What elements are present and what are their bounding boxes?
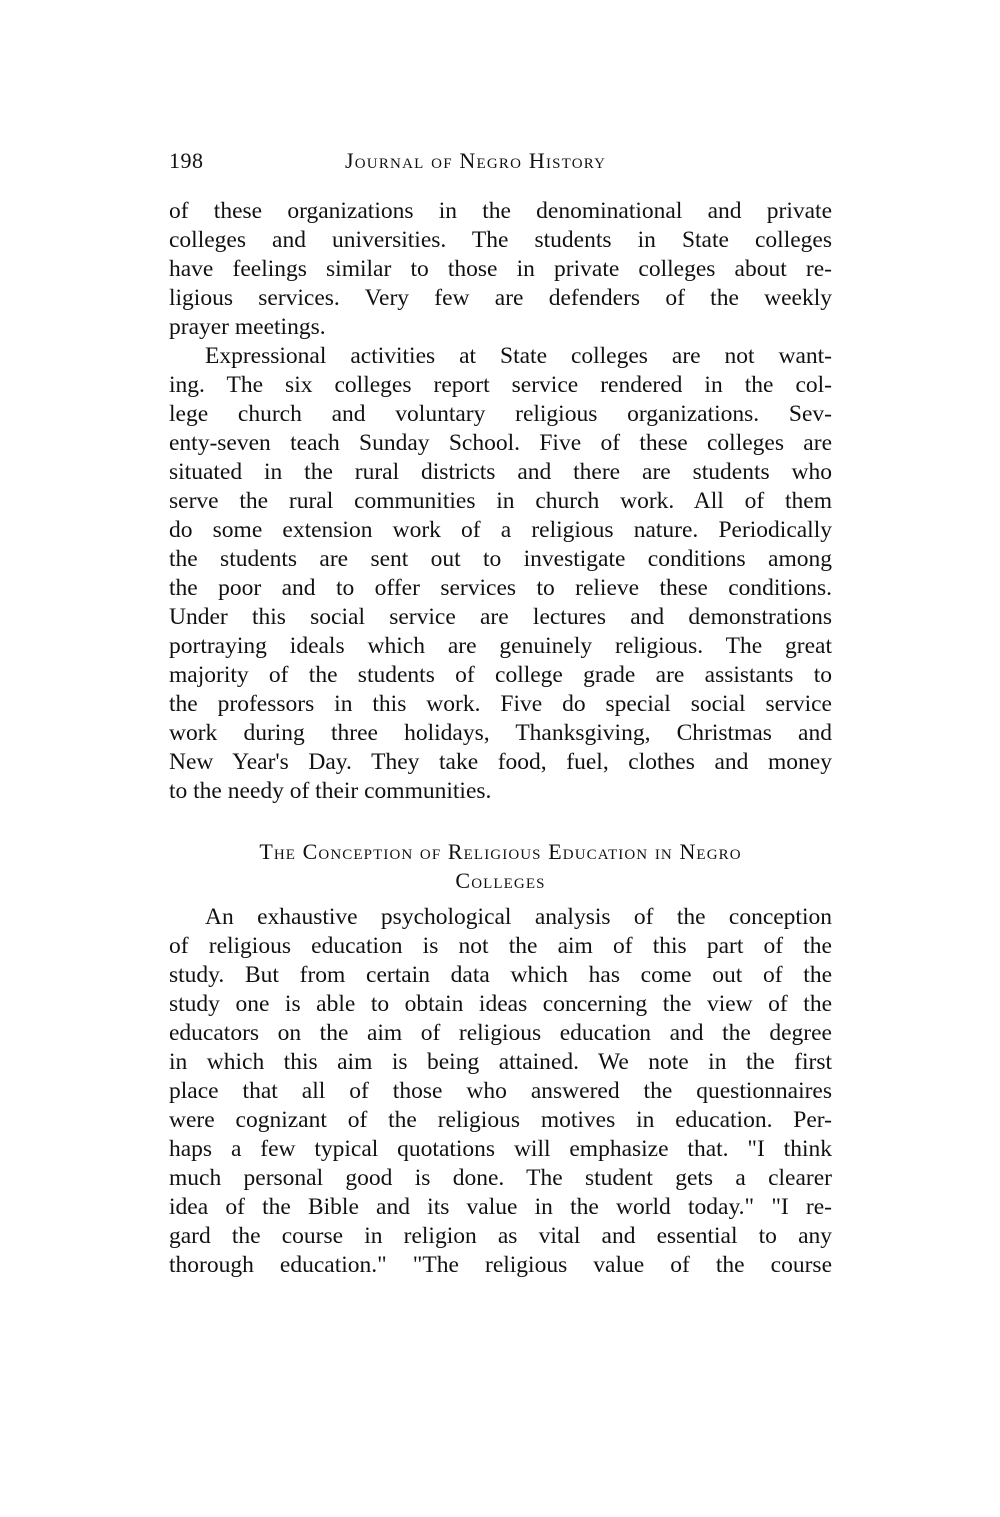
text-line: serve the rural communities in church work. All of them [169, 488, 832, 514]
text-line: much personal good is done. The student gets a clearer [169, 1165, 832, 1191]
text-line: idea of the Bible and its value in the world today." "I re- [169, 1194, 832, 1220]
text-line: gard the course in religion as vital and essential to any [169, 1223, 832, 1249]
text-line: New Year's Day. They take food, fuel, clothes and money [169, 749, 832, 775]
page-number: 198 [169, 148, 204, 173]
text-line: the professors in this work. Five do special social service [169, 691, 832, 717]
text-line: educators on the aim of religious education and the degree [169, 1020, 832, 1046]
text-line: Under this social service are lectures and demonstrations [169, 604, 832, 630]
text-line: situated in the rural districts and there are students who [169, 459, 832, 485]
text-line: work during three holidays, Thanksgiving, Christmas and [169, 720, 832, 746]
text-line: place that all of those who answered the questionnaires [169, 1078, 832, 1104]
text-line: majority of the students of college grade are assistants to [169, 662, 832, 688]
text-line: of these organizations in the denominational and private [169, 198, 832, 224]
text-line: ing. The six colleges report service rendered in the col- [169, 372, 832, 398]
text-line: portraying ideals which are genuinely religious. The great [169, 633, 832, 659]
text-line: to the needy of their communities. [169, 778, 492, 804]
text-line: ligious services. Very few are defenders of the weekly [169, 285, 832, 311]
section-heading-line-2: Colleges [455, 868, 546, 893]
running-head [169, 148, 832, 178]
journal-title: Journal of Negro History [345, 148, 607, 173]
text-line: of religious education is not the aim of this part of the [169, 933, 832, 959]
section-heading-line-1: The Conception of Religious Education in Negro [259, 839, 742, 864]
text-line: in which this aim is being attained. We note in the first [169, 1049, 832, 1075]
text-line: the poor and to offer services to relieve these conditions. [169, 575, 832, 601]
text-line: have feelings similar to those in private colleges about re- [169, 256, 832, 282]
text-line: enty-seven teach Sunday School. Five of these colleges are [169, 430, 832, 456]
text-line: Expressional activities at State colleges are not want- [205, 343, 832, 369]
text-line: lege church and voluntary religious organizations. Sev- [169, 401, 832, 427]
text-line: were cognizant of the religious motives in education. Per- [169, 1107, 832, 1133]
text-line: do some extension work of a religious nature. Periodically [169, 517, 832, 543]
text-line: haps a few typical quotations will emphasize that. "I think [169, 1136, 832, 1162]
text-line: colleges and universities. The students in State colleges [169, 227, 832, 253]
text-line: An exhaustive psychological analysis of the conception [205, 904, 832, 930]
text-line: thorough education." "The religious value of the course [169, 1252, 832, 1278]
text-line: study one is able to obtain ideas concerning the view of the [169, 991, 832, 1017]
text-line: prayer meetings. [169, 314, 326, 340]
text-line: study. But from certain data which has come out of the [169, 962, 832, 988]
text-line: the students are sent out to investigate conditions among [169, 546, 832, 572]
